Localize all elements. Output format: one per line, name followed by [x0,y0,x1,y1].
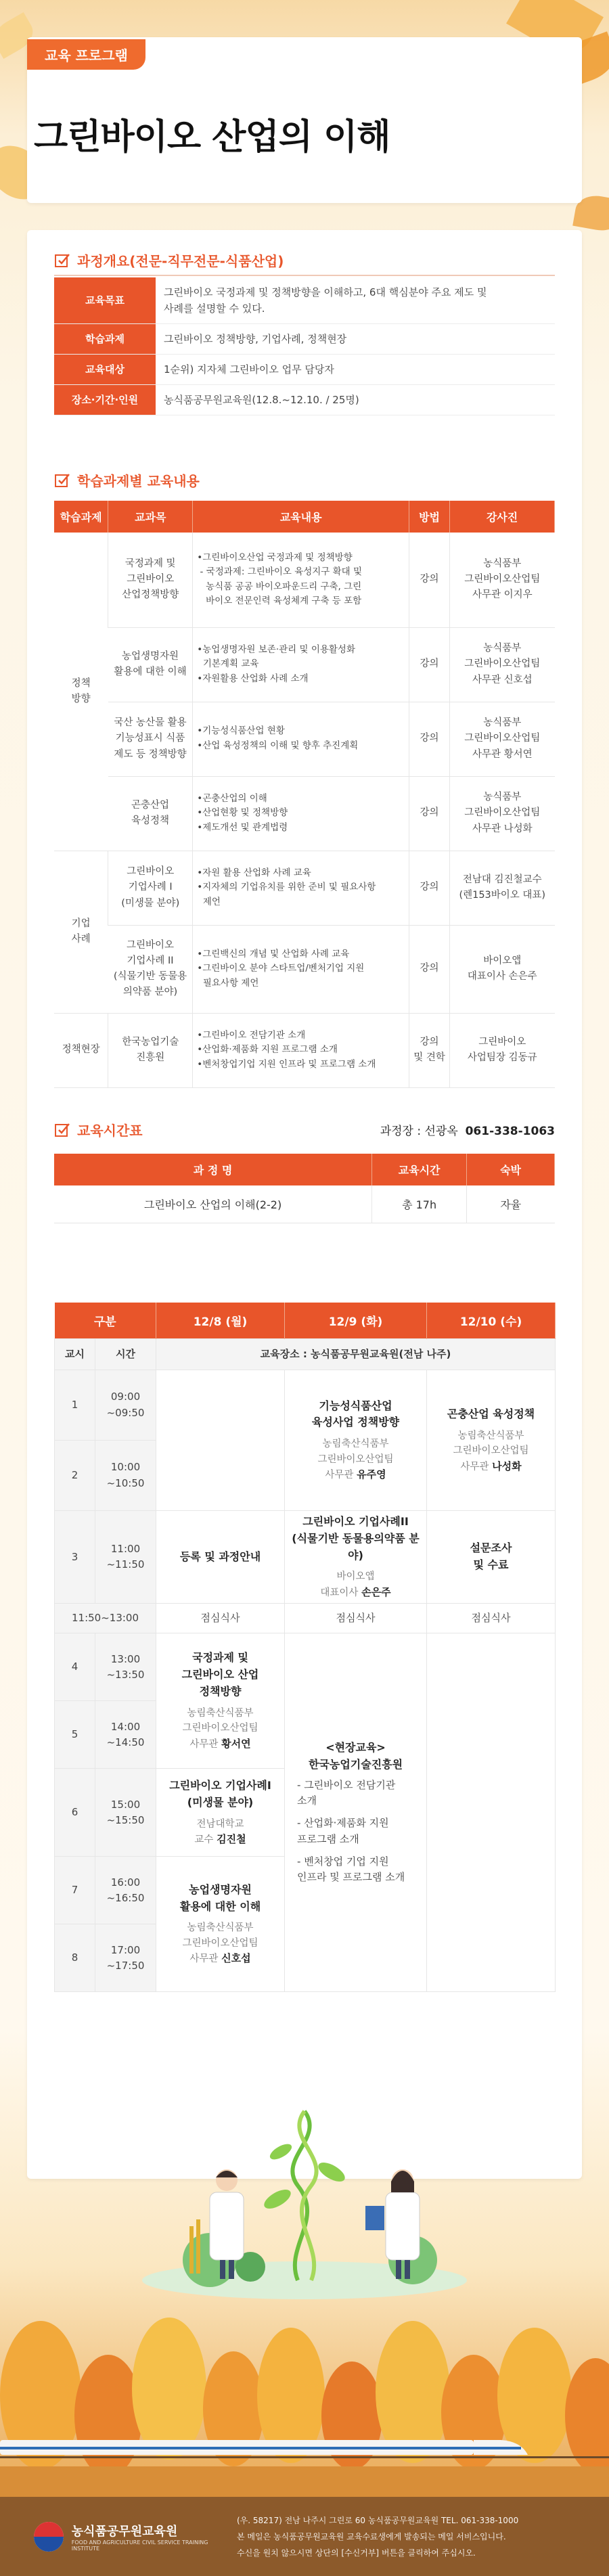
table-row: 2 10:00 ~10:50 [55,1441,556,1511]
course-summary-table [54,1154,555,1223]
content-cell: •그린백신의 개념 및 산업화 사례 교육 •그린바이오 분야 스타트업/벤처기업 지원 필요사항 제언 [193,925,409,1013]
schedule-cell-d1b: 그린바이오 기업사례I (미생물 분야) 전남대학교 교수 김진철 [156,1769,285,1857]
curriculum-table [54,501,555,1088]
subject-cell: 그린바이오 기업사례 I (미생물 분야) [108,851,193,925]
footer [0,2497,609,2576]
table-row: 3 11:00 ~11:50 등록 및 과정안내 그린바이오 기업사례II (식물기반 동물용의약품 분야) 바이오앱 대표이사 손은주 설문조사 및 수료 [55,1511,556,1604]
main-card [27,230,582,2179]
subject-cell: 농업생명자원 활용에 대한 이해 [108,627,193,702]
table-header: 구분 12/8 (월) 12/9 (화) 12/10 (수) [55,1303,556,1339]
content-cell: •기능성식품산업 현황 •산업 육성정책의 이해 및 향후 추진계획 [193,702,409,776]
method-cell: 강의 및 견학 [409,1013,450,1087]
subject-cell: 국정과제 및 그린바이오 산업정책방향 [108,533,193,627]
schedule-cell-d1a: 국정과제 및 그린바이오 산업 정책방향 농림축산식품부 그린바이오산업팀 사무관 황서연 [156,1633,285,1769]
instructor-cell: 그린바이오 사업팀장 김동규 [450,1013,555,1087]
autumn-trees-illustration [0,2314,609,2504]
checkbox-icon [54,1122,70,1138]
schedule-cell-d2a: 기능성식품산업 육성사업 정책방향 농림축산식품부 그린바이오산업팀 사무관 유주영 [285,1370,427,1511]
content-cell: •그린바이오산업 국정과제 및 정책방향 - 국정과제: 그린바이오 육성지구 확대 및 농식품 공공 바이오파운드리 구축, 그린 바이오 전문인력 육성체계 구축 등 포함 [193,533,409,627]
train-illustration [0,2436,609,2460]
table-row [54,851,555,925]
instructor-cell: 농식품부 그린바이오산업팀 사무관 황서연 [450,702,555,776]
program-badge: 교육 프로그램 [27,39,145,70]
table-row: 1 09:00 ~09:50 기능성식품산업 육성사업 정책방향 농림축산식품부 그린바이오산업팀 사무관 유주영 곤충산업 육성정책 농림축산식품부 그린바이오산업팀 사무관 나성화 [55,1370,556,1441]
instructor-cell: 농식품부 그린바이오산업팀 사무관 이지우 [450,533,555,627]
instructor-cell: 전남대 김진철교수 (렌153바이오 대표) [450,851,555,925]
table-header: 학습과제 교과목 교육내용 방법 강사진 [54,501,555,533]
schedule-cell-d3a: 곤충산업 육성정책 농림축산식품부 그린바이오산업팀 사무관 나성화 [427,1370,556,1511]
table-row [54,925,555,1013]
method-cell: 강의 [409,925,450,1013]
table-row [54,702,555,776]
taegeuk-logo-icon [34,2522,64,2552]
table-row [54,776,555,851]
subject-cell: 국산 농산물 활용 기능성표시 식품 제도 등 정책방향 [108,702,193,776]
table-row: 그린바이오 산업의 이해(2-2) 총 17h 자율 [54,1185,555,1223]
page-title: 그린바이오 산업의 이해 [34,117,390,158]
table-row: 7 16:00 ~16:50 농업생명자원 활용에 대한 이해 농림축산식품부 그린바이오산업팀 사무관 신호섭 [55,1857,556,1924]
instructor-cell: 농식품부 그린바이오산업팀 사무관 신호섭 [450,627,555,702]
table-row: 6 15:00 ~15:50 그린바이오 기업사례I (미생물 분야) 전남대학교 교수 김진철 [55,1769,556,1857]
course-contact: 과정장 : 선광옥 061-338-1063 [380,1125,555,1138]
table-row: 8 17:00 ~17:50 [55,1924,556,1992]
checkbox-icon [54,472,70,489]
curriculum-group: 정책 방향 [54,533,108,851]
overview-table [54,277,555,415]
curriculum-group: 기업 사례 [54,851,108,1013]
table-row: 학습과제 그린바이오 정책방향, 기업사례, 정책현장 [54,324,555,355]
divider [54,275,555,276]
overview-heading: 과정개요(전문-직무전문-식품산업) [54,250,284,270]
footer-info: (우. 58217) 전남 나주시 그린로 60 농식품공무원교육원 TEL. 061-338-1000 본 메일은 농식품공무원교육원 교육수료생에게 발송되는 메일 서비스입니다. 수신을 원치 않으시면 상단의 [수신거부] 버튼을 클릭하여 주십시오. [237,2515,519,2558]
table-row [54,1013,555,1087]
schedule-cell-d1c: 농업생명자원 활용에 대한 이해 농림축산식품부 그린바이오산업팀 사무관 신호섭 [156,1857,285,1992]
content-cell: •농업생명자원 보존·관리 및 이용활성화 기본계획 교육 •자원활용 산업화 사례 소개 [193,627,409,702]
schedule-heading: 교육시간표 [54,1120,143,1139]
instructor-cell: 농식품부 그린바이오산업팀 사무관 나성화 [450,776,555,851]
table-row [54,533,555,627]
schedule-table [54,1303,556,1992]
table-header: 과 정 명 교육시간 숙박 [54,1154,555,1185]
instructor-cell: 바이오앱 대표이사 손은주 [450,925,555,1013]
scientist-illustration [129,2098,480,2301]
method-cell: 강의 [409,533,450,627]
content-cell: •곤충산업의 이해 •산업현황 및 정책방향 •제도개선 및 관계법령 [193,776,409,851]
table-row: 장소·기간·인원 농식품공무원교육원(12.8.~12.10. / 25명) [54,385,555,415]
subject-cell: 그린바이오 기업사례 II (식물기반 동물용 의약품 분야) [108,925,193,1013]
method-cell: 강의 [409,702,450,776]
method-cell: 강의 [409,851,450,925]
method-cell: 강의 [409,776,450,851]
schedule-cell-d2c: <현장교육> 한국농업기술진흥원 - 그린바이오 전담기관 소개 - 산업화·제품화 지원 프로그램 소개 - 벤처창업 기업 지원 인프라 및 프로그램 소개 [285,1633,427,1992]
table-row: 11:50~13:00 점심식사 점심식사 점심식사 [55,1604,556,1633]
subject-cell: 한국농업기술 진흥원 [108,1013,193,1087]
table-row [54,627,555,702]
checkbox-icon [54,252,70,269]
curriculum-heading: 학습과제별 교육내용 [54,470,200,490]
curriculum-group: 정책현장 [54,1013,108,1087]
schedule-cell-d2b: 그린바이오 기업사례II (식물기반 동물용의약품 분야) 바이오앱 대표이사 손은주 [285,1511,427,1604]
table-row: 교육목표 그린바이오 국정과제 및 정책방향을 이해하고, 6대 핵심분야 주요 제도 및 사례를 설명할 수 있다. [54,277,555,324]
table-row: 교육대상 1순위) 지자체 그린바이오 업무 담당자 [54,355,555,385]
content-cell: •그린바이오 전담기관 소개 •산업화·제품화 지원 프로그램 소개 •벤처창업기업 지원 인프라 및 프로그램 소개 [193,1013,409,1087]
table-row: 4 13:00 ~13:50 국정과제 및 그린바이오 산업 정책방향 농림축산식품부 그린바이오산업팀 사무관 황서연 <현장교육> 한국농업기술진흥원 - 그린바이오 전담기관 소개 - 산업화·제품화 지원 프로그램 소개 - 벤처창업 기업 지원 인프라 및 프로그램 소개 [55,1633,556,1701]
subject-cell: 곤충산업 육성정책 [108,776,193,851]
table-row: 5 14:00 ~14:50 [55,1701,556,1769]
content-cell: •자원 활용 산업화 사례 교육 •지자체의 기업유치를 위한 준비 및 필요사항 제언 [193,851,409,925]
org-logo: 농식품공무원교육원 FOOD AND AGRICULTURE CIVIL SERVICE TRAINING INSTITUTE [34,2522,237,2552]
method-cell: 강의 [409,627,450,702]
table-row: 교시 시간 교육장소 : 농식품공무원교육원(전남 나주) [55,1339,556,1370]
